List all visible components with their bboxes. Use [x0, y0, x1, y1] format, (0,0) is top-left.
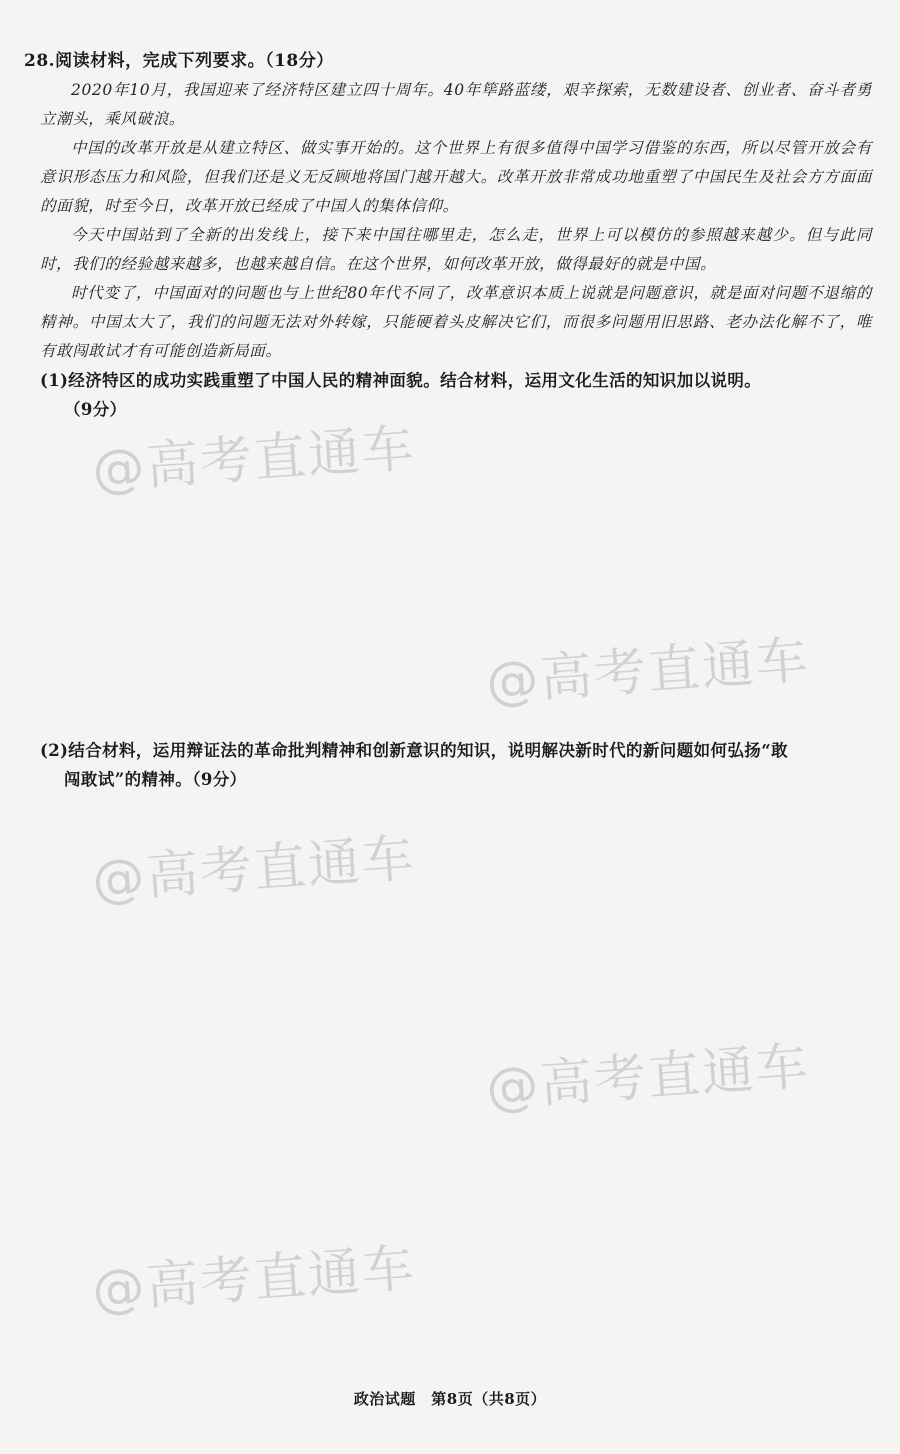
watermark: @高考直通车 — [484, 1036, 812, 1119]
watermark: @高考直通车 — [90, 828, 418, 911]
material-paragraph: 中国的改革开放是从建立特区、做实事开始的。这个世界上有很多值得中国学习借鉴的东西，所以尽管开放会有意识形态压力和风险，但我们还是义无反顾地将国门越开越大。改革开放非常成功地重塑了中国民生及社会方方面面的面貌，时至今日，改革开放已经成了中国人的集体信仰。 — [40, 139, 872, 215]
sub-question-2-text-cont: 闯敢试”的精神。（9分） — [64, 770, 247, 789]
material-paragraph: 今天中国站到了全新的出发线上，接下来中国往哪里走，怎么走，世界上可以模仿的参照越来越少。但与此同时，我们的经验越来越多，也越来越自信。在这个世界，如何改革开放，做得最好的就是中国。 — [40, 226, 872, 273]
sub-question-1-text: (1)经济特区的成功实践重塑了中国人民的精神面貌。结合材料，运用文化生活的知识加以说明。 — [40, 371, 762, 390]
sub-question-2-text: (2)结合材料，运用辩证法的革命批判精神和创新意识的知识，说明解决新时代的新问题如何弘扬“敢 — [40, 741, 788, 760]
question-title: 28.阅读材料，完成下列要求。（18分） — [24, 51, 334, 71]
sub-question-1 — [40, 366, 870, 424]
material-paragraph: 时代变了，中国面对的问题也与上世纪80年代不同了，改革意识本质上说就是问题意识，就是面对问题不退缩的精神。中国太大了，我们的问题无法对外转嫁，只能硬着头皮解决它们，而很多问题用旧思路、老办法化解不了，唯有敢闯敢试才有可能创造新局面。 — [40, 284, 872, 360]
sub-question-1-score: （9分） — [64, 400, 127, 419]
watermark: @高考直通车 — [484, 630, 812, 713]
reading-material — [40, 76, 872, 366]
material-paragraph: 2020年10月，我国迎来了经济特区建立四十周年。40年筚路蓝缕，艰辛探索，无数建设者、创业者、奋斗者勇立潮头，乘风破浪。 — [40, 81, 872, 128]
page-footer: 政治试题 第8页（共8页） — [353, 1390, 547, 1408]
sub-question-2 — [40, 736, 870, 794]
watermark: @高考直通车 — [90, 418, 418, 501]
watermark: @高考直通车 — [90, 1238, 418, 1321]
